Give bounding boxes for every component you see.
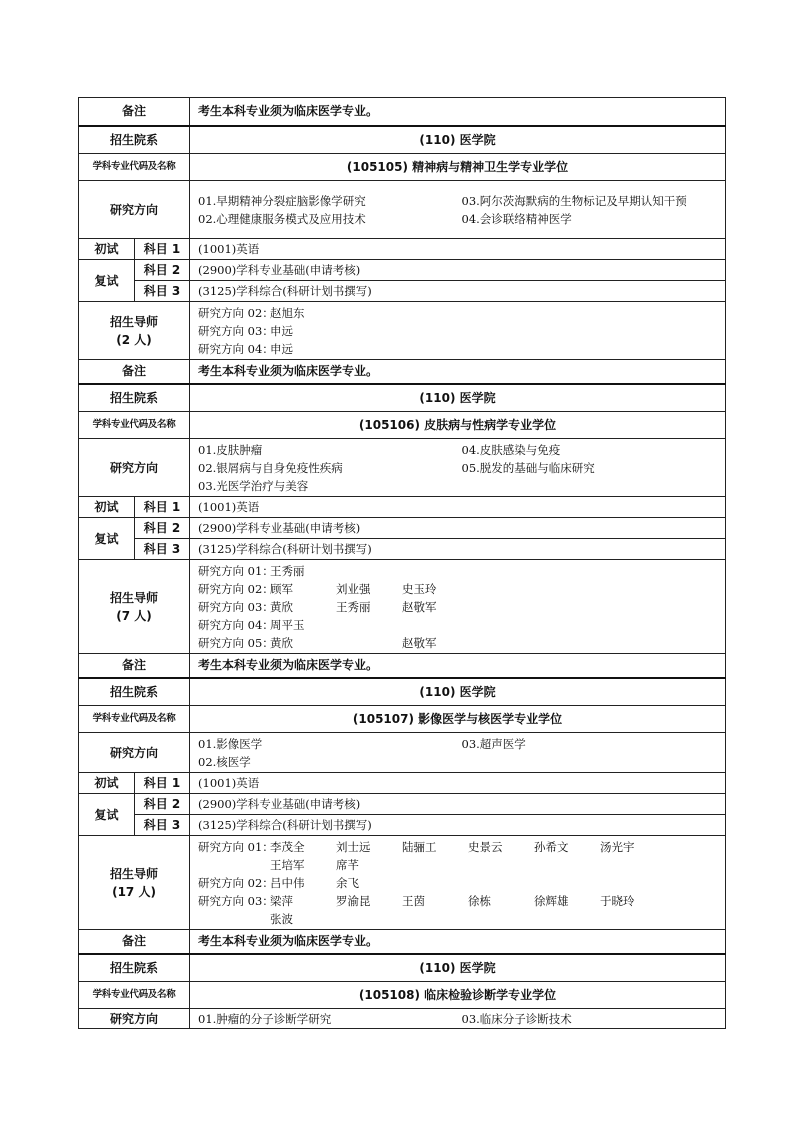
direction-item: 04.会诊联络精神医学 bbox=[461, 211, 572, 226]
direction-label: 研究方向 bbox=[79, 1009, 190, 1029]
advisor-list bbox=[190, 560, 726, 654]
direction-row bbox=[79, 181, 726, 239]
subject1-value: (1001)英语 bbox=[190, 239, 726, 260]
subject1-label: 科目 1 bbox=[135, 497, 190, 518]
advisor-label bbox=[79, 560, 190, 654]
advisor-name: 王培军 bbox=[270, 857, 305, 872]
school-label: 招生院系 bbox=[79, 678, 190, 706]
subject1-value: (1001)英语 bbox=[190, 497, 726, 518]
direction-item: 03.阿尔茨海默病的生物标记及早期认知干预 bbox=[461, 193, 687, 208]
advisor-name: 史景云 bbox=[468, 839, 503, 854]
advisor-name: 赵敬军 bbox=[402, 635, 437, 650]
advisor-name: 王茵 bbox=[402, 893, 426, 908]
advisor-row bbox=[79, 560, 726, 654]
subject1-label: 科目 1 bbox=[135, 239, 190, 260]
advisor-name: 黄欣 bbox=[270, 599, 294, 614]
subject2-label: 科目 2 bbox=[135, 518, 190, 539]
remark-label: 备注 bbox=[79, 98, 190, 126]
advisor-name: 申远 bbox=[270, 323, 294, 338]
advisor-name: 刘士远 bbox=[336, 839, 371, 854]
remark-text: 考生本科专业须为临床医学专业。 bbox=[190, 930, 726, 954]
school-label: 招生院系 bbox=[79, 954, 190, 982]
school-value: (110) 医学院 bbox=[190, 384, 726, 412]
direction-item: 03.临床分子诊断技术 bbox=[461, 1011, 572, 1026]
advisor-name: 赵旭东 bbox=[270, 305, 305, 320]
advisor-direction: 研究方向 02： bbox=[198, 581, 274, 596]
subject2-value: (2900)学科专业基础(申请考核) bbox=[190, 518, 726, 539]
remark-text: 考生本科专业须为临床医学专业。 bbox=[190, 654, 726, 678]
subject2-value: (2900)学科专业基础(申请考核) bbox=[190, 794, 726, 815]
direction-label: 研究方向 bbox=[79, 733, 190, 773]
advisor-name: 王秀丽 bbox=[270, 563, 305, 578]
advisor-name: 席芊 bbox=[336, 857, 360, 872]
advisor-name: 孙希文 bbox=[534, 839, 569, 854]
school-label: 招生院系 bbox=[79, 126, 190, 154]
advisor-list bbox=[190, 302, 726, 360]
remark-label: 备注 bbox=[79, 360, 190, 384]
retest-row bbox=[79, 794, 726, 815]
advisor-row bbox=[79, 836, 726, 930]
retest-row bbox=[79, 539, 726, 560]
major-value: (105107) 影像医学与核医学专业学位 bbox=[190, 706, 726, 733]
advisor-count: (17 人) bbox=[112, 884, 156, 899]
subject2-label: 科目 2 bbox=[135, 794, 190, 815]
direction-item: 02.核医学 bbox=[198, 754, 251, 769]
school-label: 招生院系 bbox=[79, 384, 190, 412]
advisor-list bbox=[190, 836, 726, 930]
school-value: (110) 医学院 bbox=[190, 678, 726, 706]
advisor-name: 刘业强 bbox=[336, 581, 371, 596]
advisor-name: 吕中伟 bbox=[270, 875, 305, 890]
remark-row bbox=[79, 360, 726, 384]
retest-row bbox=[79, 518, 726, 539]
direction-row bbox=[79, 733, 726, 773]
advisor-direction: 研究方向 05： bbox=[198, 635, 274, 650]
advisor-name: 余飞 bbox=[336, 875, 360, 890]
advisor-direction: 研究方向 04： bbox=[198, 341, 274, 356]
remark-text: 考生本科专业须为临床医学专业。 bbox=[190, 360, 726, 384]
school-row bbox=[79, 954, 726, 982]
direction-item: 01.肿瘤的分子诊断学研究 bbox=[198, 1011, 332, 1026]
advisor-direction: 研究方向 03： bbox=[198, 893, 274, 908]
subject3-value: (3125)学科综合(科研计划书撰写) bbox=[190, 815, 726, 836]
remark-row bbox=[79, 930, 726, 954]
advisor-name: 周平玉 bbox=[270, 617, 305, 632]
retest-row bbox=[79, 815, 726, 836]
advisor-name: 李茂全 bbox=[270, 839, 305, 854]
school-value: (110) 医学院 bbox=[190, 126, 726, 154]
advisor-name: 于晓玲 bbox=[600, 893, 635, 908]
advisor-name: 顾军 bbox=[270, 581, 294, 596]
advisor-direction: 研究方向 03： bbox=[198, 599, 274, 614]
advisor-direction: 研究方向 02： bbox=[198, 875, 274, 890]
school-value: (110) 医学院 bbox=[190, 954, 726, 982]
school-row bbox=[79, 126, 726, 154]
advisor-name: 赵敬军 bbox=[402, 599, 437, 614]
subject2-label: 科目 2 bbox=[135, 260, 190, 281]
advisor-direction: 研究方向 01： bbox=[198, 839, 274, 854]
major-row bbox=[79, 412, 726, 439]
advisor-title: 招生导师 bbox=[110, 314, 159, 329]
major-label: 学科专业代码及名称 bbox=[79, 154, 190, 181]
direction-label: 研究方向 bbox=[79, 439, 190, 497]
first-exam-row bbox=[79, 497, 726, 518]
advisor-name bbox=[336, 634, 402, 652]
major-row bbox=[79, 706, 726, 733]
subject3-value: (3125)学科综合(科研计划书撰写) bbox=[190, 281, 726, 302]
retest-row bbox=[79, 281, 726, 302]
advisor-name: 申远 bbox=[270, 341, 294, 356]
major-row bbox=[79, 982, 726, 1009]
remark-row bbox=[79, 98, 726, 126]
advisor-direction: 研究方向 02： bbox=[198, 305, 274, 320]
advisor-name: 王秀丽 bbox=[336, 599, 371, 614]
direction-label: 研究方向 bbox=[79, 181, 190, 239]
school-row bbox=[79, 384, 726, 412]
retest-label: 复试 bbox=[79, 518, 135, 560]
first-exam-label: 初试 bbox=[79, 239, 135, 260]
major-row bbox=[79, 154, 726, 181]
advisor-direction bbox=[198, 910, 270, 928]
advisor-direction: 研究方向 03： bbox=[198, 323, 274, 338]
advisor-name: 史玉玲 bbox=[402, 581, 437, 596]
advisor-direction: 研究方向 01： bbox=[198, 563, 274, 578]
admissions-table bbox=[78, 97, 725, 1029]
direction-list bbox=[190, 1009, 726, 1029]
advisor-title: 招生导师 bbox=[110, 866, 159, 881]
direction-item: 01.影像医学 bbox=[198, 736, 263, 751]
subject3-label: 科目 3 bbox=[135, 815, 190, 836]
remark-label: 备注 bbox=[79, 930, 190, 954]
advisor-name: 徐辉雄 bbox=[534, 893, 569, 908]
advisor-direction: 研究方向 04： bbox=[198, 617, 274, 632]
advisor-label bbox=[79, 836, 190, 930]
direction-row bbox=[79, 439, 726, 497]
direction-list bbox=[190, 181, 726, 239]
direction-item: 05.脱发的基础与临床研究 bbox=[461, 460, 595, 475]
major-label: 学科专业代码及名称 bbox=[79, 412, 190, 439]
subject2-value: (2900)学科专业基础(申请考核) bbox=[190, 260, 726, 281]
major-value: (105108) 临床检验诊断学专业学位 bbox=[190, 982, 726, 1009]
direction-item: 02.心理健康服务模式及应用技术 bbox=[198, 211, 366, 226]
direction-list bbox=[190, 439, 726, 497]
advisor-name: 梁萍 bbox=[270, 893, 294, 908]
direction-item: 01.皮肤肿瘤 bbox=[198, 442, 263, 457]
advisor-name: 张波 bbox=[270, 911, 294, 926]
advisor-direction bbox=[198, 856, 270, 874]
subject1-label: 科目 1 bbox=[135, 773, 190, 794]
direction-item: 04.皮肤感染与免疫 bbox=[461, 442, 561, 457]
retest-label: 复试 bbox=[79, 260, 135, 302]
major-label: 学科专业代码及名称 bbox=[79, 982, 190, 1009]
first-exam-label: 初试 bbox=[79, 497, 135, 518]
major-value: (105105) 精神病与精神卫生学专业学位 bbox=[190, 154, 726, 181]
retest-row bbox=[79, 260, 726, 281]
subject1-value: (1001)英语 bbox=[190, 773, 726, 794]
major-value: (105106) 皮肤病与性病学专业学位 bbox=[190, 412, 726, 439]
subject3-value: (3125)学科综合(科研计划书撰写) bbox=[190, 539, 726, 560]
first-exam-label: 初试 bbox=[79, 773, 135, 794]
advisor-name: 罗渝昆 bbox=[336, 893, 371, 908]
advisor-name: 黄欣 bbox=[270, 635, 294, 650]
direction-item: 02.银屑病与自身免疫性疾病 bbox=[198, 460, 343, 475]
remark-row bbox=[79, 654, 726, 678]
direction-item: 01.早期精神分裂症脑影像学研究 bbox=[198, 193, 366, 208]
advisor-label bbox=[79, 302, 190, 360]
advisor-title: 招生导师 bbox=[110, 590, 159, 605]
advisor-name: 徐栋 bbox=[468, 893, 492, 908]
advisor-count: (2 人) bbox=[116, 332, 152, 347]
retest-label: 复试 bbox=[79, 794, 135, 836]
advisor-name: 汤光宇 bbox=[600, 839, 635, 854]
advisor-count: (7 人) bbox=[116, 608, 152, 623]
direction-item: 03.超声医学 bbox=[461, 736, 526, 751]
subject3-label: 科目 3 bbox=[135, 539, 190, 560]
first-exam-row bbox=[79, 773, 726, 794]
remark-text: 考生本科专业须为临床医学专业。 bbox=[190, 98, 726, 126]
remark-label: 备注 bbox=[79, 654, 190, 678]
direction-item: 03.光医学治疗与美容 bbox=[198, 478, 309, 493]
subject3-label: 科目 3 bbox=[135, 281, 190, 302]
first-exam-row bbox=[79, 239, 726, 260]
advisor-name: 陆骊工 bbox=[402, 839, 437, 854]
major-label: 学科专业代码及名称 bbox=[79, 706, 190, 733]
school-row bbox=[79, 678, 726, 706]
advisor-row bbox=[79, 302, 726, 360]
direction-list bbox=[190, 733, 726, 773]
direction-row bbox=[79, 1009, 726, 1029]
